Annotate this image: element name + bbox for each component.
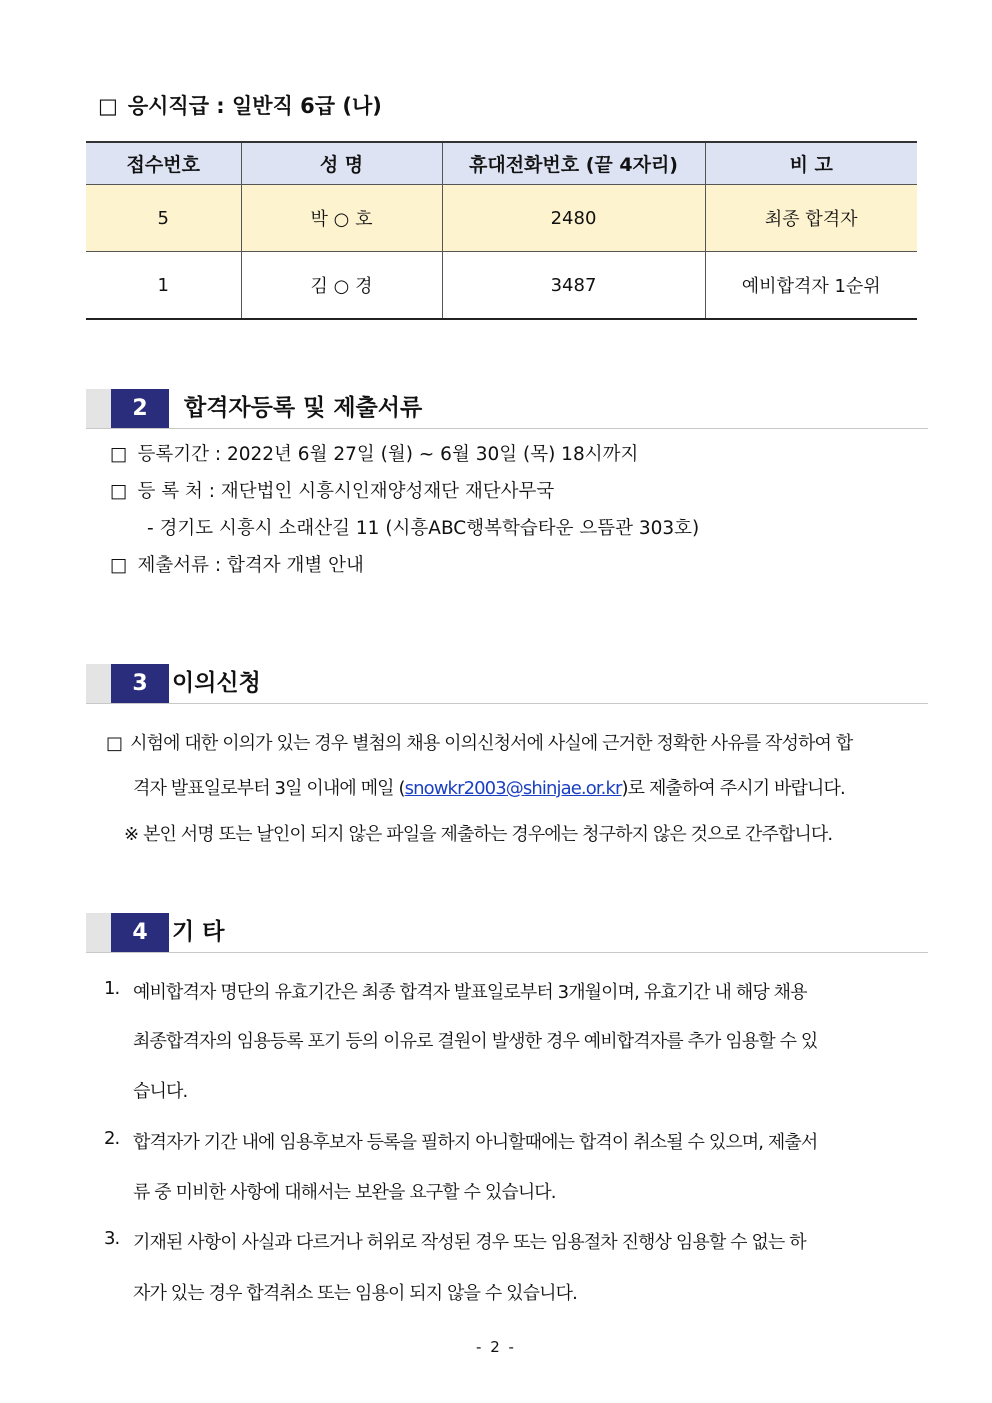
checkbox-bullet: □ [110,444,128,465]
exam-grade-text: 응시직급 : 일반직 6급 (나) [127,94,382,118]
cell-receipt-number: 5 [86,185,241,252]
registration-place-text: 등 록 처 : 재단법인 시흥시인재양성재단 재단사무국 [137,481,555,502]
cell-remarks: 예비합격자 1순위 [705,252,917,320]
header-remarks: 비 고 [705,142,917,185]
registration-period-text: 등록기간 : 2022년 6월 27일 (월) ~ 6월 30일 (목) 18시까지 [137,444,639,465]
checkbox-bullet: □ [98,94,118,118]
table-row [86,185,917,252]
registration-place-line [110,477,554,503]
other-item-line: 최종합격자의 임용등록 포기 등의 이유로 결원이 발생한 경우 예비합격자를 추가 임용할 수 있 [133,1031,818,1052]
registration-address: - 경기도 시흥시 소래산길 11 (시흥ABC행복학습타운 으뜸관 303호) [147,518,700,539]
section-header-registration [86,389,928,429]
header-name: 성 명 [241,142,442,185]
registration-period-line [110,440,638,466]
section-header-accent [86,913,111,952]
cell-remarks: 최종 합격자 [705,185,917,252]
exam-grade-heading [98,90,382,120]
section-number: 3 [111,664,169,703]
other-item-number: 1. [104,978,120,999]
section-title: 기 타 [172,919,225,945]
section-header-accent [86,389,111,428]
documents-text: 제출서류 : 합격자 개별 안내 [137,555,364,576]
section-header-accent [86,664,111,703]
section-number: 4 [111,913,169,952]
checkbox-bullet: □ [110,481,128,502]
section-title: 이의신청 [172,670,261,696]
header-receipt-number: 접수번호 [86,142,241,185]
checkbox-bullet: □ [106,733,123,754]
objection-text-2b: )로 제출하여 주시기 바랍니다. [621,778,845,799]
cell-receipt-number: 1 [86,252,241,320]
other-item-line: 기재된 사항이 사실과 다르거나 허위로 작성된 경우 또는 임용절차 진행상 임용할 수 없는 하 [133,1232,806,1253]
other-item-line: 자가 있는 경우 합격취소 또는 임용이 되지 않을 수 있습니다. [133,1283,577,1304]
section-header-other [86,913,928,953]
email-link[interactable]: snowkr2003@shinjae.or.kr [404,778,622,799]
cell-name: 박 ○ 호 [241,185,442,252]
objection-note: ※ 본인 서명 또는 날인이 되지 않은 파일을 제출하는 경우에는 청구하지 않은 것으로 간주합니다. [124,824,833,845]
objection-text-2a: 격자 발표일로부터 3일 이내에 메일 ( [133,778,405,799]
other-item-line: 합격자가 기간 내에 임용후보자 등록을 필하지 아니할때에는 합격이 취소될 수 있으며, 제출서 [133,1132,818,1153]
table-row [86,252,917,320]
objection-line-2 [133,774,845,800]
section-header-objection [86,664,928,704]
section-title: 합격자등록 및 제출서류 [184,395,423,421]
other-item-number: 3. [104,1228,120,1249]
cell-phone: 3487 [442,252,705,320]
other-item-line: 류 중 미비한 사항에 대해서는 보완을 요구할 수 있습니다. [133,1182,556,1203]
table-header-row [86,142,917,185]
cell-name: 김 ○ 경 [241,252,442,320]
result-table [86,141,917,320]
cell-phone: 2480 [442,185,705,252]
other-item-number: 2. [104,1128,120,1149]
documents-line [110,551,364,577]
section-number: 2 [111,389,169,428]
other-item-line: 예비합격자 명단의 유효기간은 최종 합격자 발표일로부터 3개월이며, 유효기간 내 해당 채용 [133,982,807,1003]
header-phone: 휴대전화번호 (끝 4자리) [442,142,705,185]
checkbox-bullet: □ [110,555,128,576]
objection-text-1: 시험에 대한 이의가 있는 경우 별첨의 채용 이의신청서에 사실에 근거한 정확한 사유를 작성하여 합 [130,733,853,754]
other-item-line: 습니다. [133,1081,188,1102]
page-number: - 2 - [476,1338,516,1356]
objection-line-1 [106,729,852,755]
